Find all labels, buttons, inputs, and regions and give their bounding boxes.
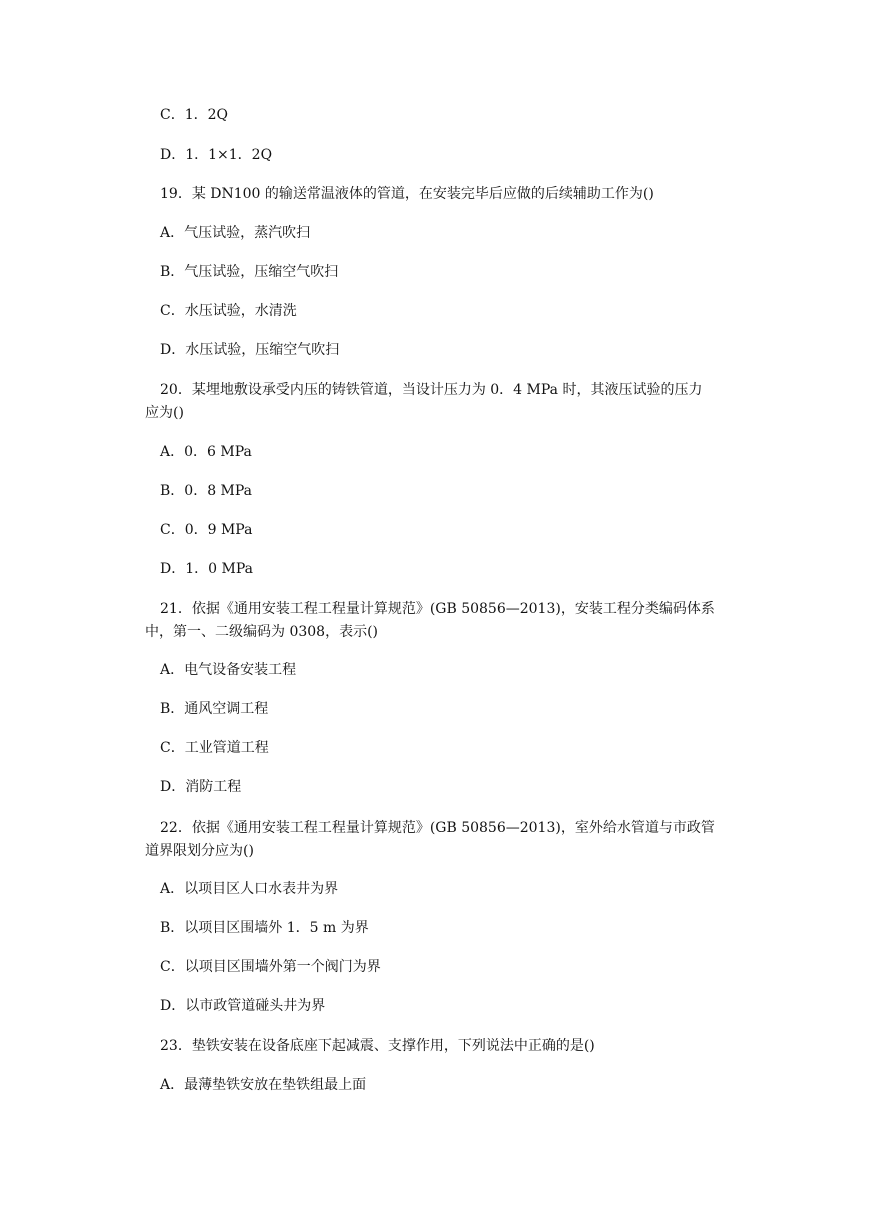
option-line: D．水压试验，压缩空气吹扫: [160, 342, 340, 358]
option-line: A．电气设备安装工程: [160, 662, 297, 678]
option-line: A．最薄垫铁安放在垫铁组最上面: [160, 1077, 367, 1093]
option-line: C．以项目区围墙外第一个阀门为界: [160, 959, 381, 975]
question-continuation-line: 道界限划分应为(): [145, 843, 254, 859]
option-line: B．0．8 MPa: [160, 483, 253, 499]
option-line: B．气压试验，压缩空气吹扫: [160, 264, 339, 280]
option-line: A．0．6 MPa: [160, 444, 252, 460]
option-line: D．消防工程: [160, 779, 242, 795]
option-line: A．气压试验，蒸汽吹扫: [160, 225, 311, 241]
option-line: D．以市政管道碰头井为界: [160, 998, 326, 1014]
option-line: D．1．0 MPa: [160, 561, 253, 577]
question-line: 22．依据《通用安装工程工程量计算规范》(GB 50856—2013)，室外给水管道与市政管: [160, 820, 715, 836]
option-line: B．通风空调工程: [160, 701, 269, 717]
option-line: D．1．1×1．2Q: [160, 147, 273, 163]
option-line: C．1．2Q: [160, 107, 229, 123]
option-line: C．水压试验，水清洗: [160, 303, 297, 319]
option-line: B．以项目区围墙外 1．5 m 为界: [160, 920, 369, 936]
question-line: 23．垫铁安装在设备底座下起减震、支撑作用，下列说法中正确的是(): [160, 1038, 595, 1054]
question-line: 20．某埋地敷设承受内压的铸铁管道，当设计压力为 0．4 MPa 时，其液压试验的压力: [160, 382, 703, 398]
option-line: C．0．9 MPa: [160, 522, 253, 538]
question-line: 21．依据《通用安装工程工程量计算规范》(GB 50856—2013)，安装工程分类编码体系: [160, 601, 715, 617]
option-line: C．工业管道工程: [160, 740, 269, 756]
question-line: 19．某 DN100 的输送常温液体的管道，在安装完毕后应做的后续辅助工作为(): [160, 186, 654, 202]
question-continuation-line: 中，第一、二级编码为 0308，表示(): [145, 624, 379, 640]
question-continuation-line: 应为(): [145, 405, 184, 421]
option-line: A．以项目区人口水表井为界: [160, 881, 339, 897]
